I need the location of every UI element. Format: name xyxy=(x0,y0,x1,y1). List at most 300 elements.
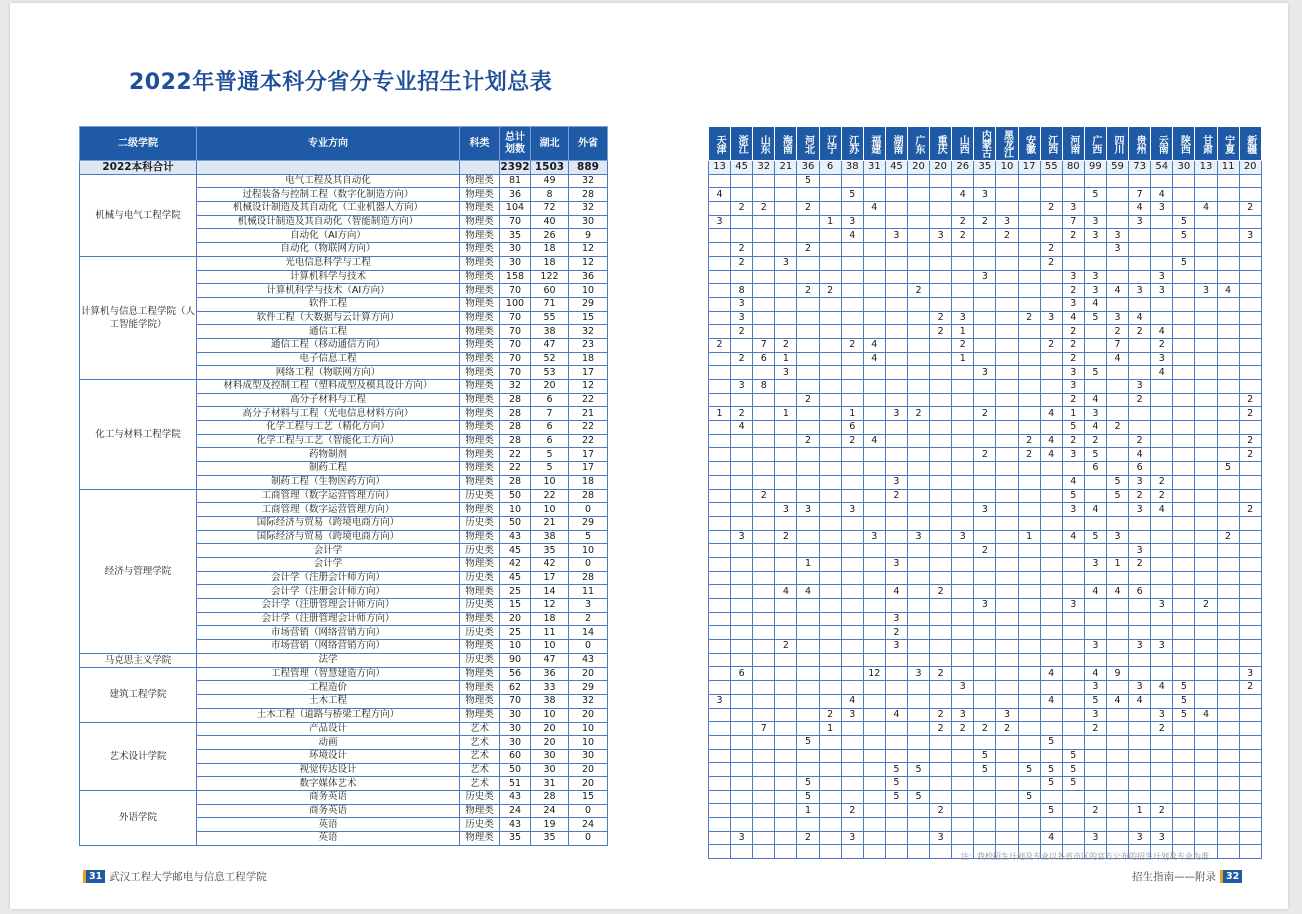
province-cell xyxy=(775,845,797,859)
plan-total: 70 xyxy=(500,695,531,709)
province-cell xyxy=(841,202,863,216)
province-cell xyxy=(1239,845,1261,859)
province-cell xyxy=(863,325,885,339)
province-cell: 5 xyxy=(1040,763,1062,777)
province-cell xyxy=(885,694,907,708)
province-cell xyxy=(1018,366,1040,380)
province-cell: 3 xyxy=(1084,229,1106,243)
table-row xyxy=(709,407,1262,421)
college-name: 艺术设计学院 xyxy=(80,722,197,790)
province-cell xyxy=(996,297,1018,311)
major-name: 市场营销（网络营销方向） xyxy=(197,626,460,640)
total-major-blank xyxy=(197,161,460,175)
province-cell xyxy=(775,475,797,489)
subject-category: 物理类 xyxy=(460,557,500,571)
major-name: 国际经济与贸易（跨境电商方向） xyxy=(197,530,460,544)
province-cell xyxy=(952,174,974,188)
province-cell: 3 xyxy=(952,681,974,695)
table-row xyxy=(709,653,1262,667)
province-cell: 2 xyxy=(1062,434,1084,448)
province-cell xyxy=(863,640,885,654)
province-cell: 7 xyxy=(1129,188,1151,202)
province-cell xyxy=(885,571,907,585)
province-cell: 3 xyxy=(885,229,907,243)
province-cell: 4 xyxy=(1195,202,1217,216)
table-row xyxy=(709,804,1262,818)
province-cell: 3 xyxy=(1151,708,1173,722)
province-cell xyxy=(974,475,996,489)
province-cell xyxy=(1151,763,1173,777)
province-cell xyxy=(1173,421,1195,435)
table-row xyxy=(709,270,1262,284)
province-cell xyxy=(819,749,841,763)
plan-other: 12 xyxy=(569,243,608,257)
province-cell xyxy=(1018,202,1040,216)
province-cell xyxy=(753,845,775,859)
plan-hubei: 18 xyxy=(531,243,569,257)
province-cell xyxy=(1195,188,1217,202)
province-cell xyxy=(1217,749,1239,763)
province-cell xyxy=(1239,366,1261,380)
major-name: 商务英语 xyxy=(197,804,460,818)
province-cell xyxy=(1151,407,1173,421)
province-cell xyxy=(775,229,797,243)
province-cell xyxy=(1217,352,1239,366)
province-cell xyxy=(885,516,907,530)
province-cell xyxy=(952,448,974,462)
province-cell: 3 xyxy=(1084,831,1106,845)
province-cell xyxy=(1239,516,1261,530)
plan-total: 28 xyxy=(500,475,531,489)
province-cell xyxy=(1062,722,1084,736)
plan-total: 30 xyxy=(500,722,531,736)
province-cell xyxy=(753,776,775,790)
province-cell: 7 xyxy=(753,722,775,736)
province-cell xyxy=(1217,215,1239,229)
province-cell xyxy=(819,393,841,407)
province-cell xyxy=(996,749,1018,763)
province-cell xyxy=(1084,544,1106,558)
province-cell xyxy=(930,462,952,476)
province-cell: 3 xyxy=(775,503,797,517)
province-cell xyxy=(1217,776,1239,790)
province-cell: 3 xyxy=(731,831,753,845)
province-cell: 3 xyxy=(731,380,753,394)
province-cell xyxy=(1040,503,1062,517)
province-cell xyxy=(775,489,797,503)
province-cell xyxy=(1173,516,1195,530)
province-cell xyxy=(863,215,885,229)
province-cell xyxy=(863,393,885,407)
province-cell xyxy=(753,215,775,229)
province-cell xyxy=(753,503,775,517)
province-cell xyxy=(1217,393,1239,407)
province-cell xyxy=(1239,297,1261,311)
province-cell xyxy=(1173,776,1195,790)
province-cell xyxy=(841,585,863,599)
province-cell xyxy=(1173,503,1195,517)
province-cell: 3 xyxy=(1062,297,1084,311)
province-cell: 3 xyxy=(1062,366,1084,380)
province-cell xyxy=(797,325,819,339)
province-cell xyxy=(1217,804,1239,818)
province-cell xyxy=(885,845,907,859)
province-cell xyxy=(1106,599,1128,613)
province-cell xyxy=(819,202,841,216)
province-total: 10 xyxy=(996,161,1018,175)
province-cell xyxy=(797,256,819,270)
province-cell xyxy=(819,407,841,421)
major-name: 高分子材料与工程（光电信息材料方向） xyxy=(197,407,460,421)
province-cell: 2 xyxy=(841,338,863,352)
province-cell xyxy=(709,708,731,722)
total-plan: 2392 xyxy=(500,161,530,174)
subject-category: 物理类 xyxy=(460,448,500,462)
province-cell xyxy=(1195,380,1217,394)
province-cell: 3 xyxy=(1106,530,1128,544)
province-cell xyxy=(996,448,1018,462)
province-cell xyxy=(819,174,841,188)
province-cell: 2 xyxy=(996,722,1018,736)
province-cell xyxy=(1217,694,1239,708)
province-cell xyxy=(996,530,1018,544)
province-cell xyxy=(1239,735,1261,749)
table-row xyxy=(709,297,1262,311)
province-cell xyxy=(930,530,952,544)
province-total: 36 xyxy=(797,161,819,175)
province-cell: 3 xyxy=(1062,270,1084,284)
province-cell xyxy=(974,297,996,311)
province-cell xyxy=(1040,284,1062,298)
province-cell xyxy=(731,585,753,599)
plan-hubei: 6 xyxy=(531,434,569,448)
college-name: 经济与管理学院 xyxy=(80,489,197,653)
plan-hubei: 47 xyxy=(531,653,569,667)
province-cell: 4 xyxy=(1084,297,1106,311)
province-cell xyxy=(1084,256,1106,270)
header-province: 云南 xyxy=(1151,127,1173,161)
province-cell: 2 xyxy=(1129,393,1151,407)
province-cell: 2 xyxy=(1040,243,1062,257)
province-cell: 4 xyxy=(863,202,885,216)
plan-hubei: 60 xyxy=(531,284,569,298)
province-cell xyxy=(1151,215,1173,229)
header-province: 四川 xyxy=(1106,127,1128,161)
province-cell xyxy=(1040,749,1062,763)
province-cell xyxy=(863,612,885,626)
province-cell: 5 xyxy=(1173,694,1195,708)
province-cell: 4 xyxy=(1040,448,1062,462)
plan-other: 22 xyxy=(569,421,608,435)
province-cell xyxy=(1018,681,1040,695)
major-name: 网络工程（物联网方向） xyxy=(197,366,460,380)
province-cell xyxy=(819,448,841,462)
province-cell: 4 xyxy=(1151,188,1173,202)
province-cell: 2 xyxy=(1018,311,1040,325)
province-cell xyxy=(797,421,819,435)
province-cell xyxy=(952,667,974,681)
province-cell xyxy=(1084,475,1106,489)
province-cell: 5 xyxy=(841,188,863,202)
plan-total: 42 xyxy=(500,557,531,571)
province-cell: 4 xyxy=(1217,284,1239,298)
province-cell: 3 xyxy=(1084,407,1106,421)
province-cell: 3 xyxy=(1239,667,1261,681)
province-cell xyxy=(907,297,929,311)
province-cell: 5 xyxy=(1018,790,1040,804)
table-row xyxy=(709,325,1262,339)
province-cell xyxy=(1173,380,1195,394)
province-cell xyxy=(885,284,907,298)
table-row xyxy=(709,818,1262,832)
province-cell xyxy=(753,421,775,435)
table-row xyxy=(709,489,1262,503)
table-row xyxy=(709,776,1262,790)
province-cell xyxy=(775,202,797,216)
plan-hubei: 33 xyxy=(531,681,569,695)
province-cell xyxy=(709,640,731,654)
province-cell xyxy=(930,763,952,777)
province-cell xyxy=(1106,434,1128,448)
province-cell xyxy=(797,667,819,681)
province-cell xyxy=(1195,270,1217,284)
province-cell xyxy=(1040,489,1062,503)
province-cell xyxy=(930,256,952,270)
province-cell xyxy=(1018,804,1040,818)
province-cell xyxy=(1151,462,1173,476)
province-cell xyxy=(753,831,775,845)
plan-total: 70 xyxy=(500,338,531,352)
province-cell: 5 xyxy=(1084,366,1106,380)
province-cell: 7 xyxy=(1106,338,1128,352)
province-cell: 5 xyxy=(1084,694,1106,708)
plan-total: 62 xyxy=(500,681,531,695)
province-cell xyxy=(1217,325,1239,339)
province-cell xyxy=(1106,626,1128,640)
province-cell xyxy=(1217,489,1239,503)
province-cell: 4 xyxy=(1151,366,1173,380)
province-total: 32 xyxy=(753,161,775,175)
province-cell: 4 xyxy=(1151,681,1173,695)
province-cell: 5 xyxy=(1084,530,1106,544)
province-cell xyxy=(952,202,974,216)
subject-category: 物理类 xyxy=(460,256,500,270)
province-cell xyxy=(841,681,863,695)
province-cell: 2 xyxy=(753,202,775,216)
province-cell xyxy=(1239,462,1261,476)
province-cell xyxy=(1217,818,1239,832)
header-hubei: 湖北 xyxy=(531,127,569,161)
province-cell xyxy=(775,462,797,476)
province-cell xyxy=(1151,544,1173,558)
province-cell xyxy=(1062,557,1084,571)
province-cell: 4 xyxy=(1062,311,1084,325)
province-cell xyxy=(885,448,907,462)
province-cell xyxy=(907,243,929,257)
province-cell: 1 xyxy=(1106,557,1128,571)
province-cell xyxy=(863,763,885,777)
province-cell xyxy=(907,557,929,571)
province-cell xyxy=(952,831,974,845)
province-cell xyxy=(841,640,863,654)
province-cell xyxy=(1018,599,1040,613)
header-province: 宁夏 xyxy=(1217,127,1239,161)
subject-category: 物理类 xyxy=(460,338,500,352)
province-cell xyxy=(1173,763,1195,777)
province-cell xyxy=(974,585,996,599)
province-cell xyxy=(1195,763,1217,777)
province-cell xyxy=(775,215,797,229)
province-cell xyxy=(1173,626,1195,640)
province-cell: 2 xyxy=(1239,681,1261,695)
province-cell xyxy=(952,585,974,599)
province-cell xyxy=(731,393,753,407)
plan-total: 43 xyxy=(500,530,531,544)
province-cell: 1 xyxy=(797,804,819,818)
province-cell: 3 xyxy=(907,530,929,544)
province-cell xyxy=(974,571,996,585)
plan-other: 17 xyxy=(569,462,608,476)
province-cell xyxy=(1217,448,1239,462)
province-cell xyxy=(974,284,996,298)
province-cell xyxy=(1173,722,1195,736)
province-cell: 4 xyxy=(797,585,819,599)
province-cell xyxy=(709,462,731,476)
province-cell: 1 xyxy=(952,352,974,366)
province-cell xyxy=(819,612,841,626)
province-cell xyxy=(996,653,1018,667)
province-cell: 2 xyxy=(952,722,974,736)
province-cell xyxy=(841,776,863,790)
plan-hubei: 53 xyxy=(531,366,569,380)
province-cell xyxy=(1018,475,1040,489)
province-cell xyxy=(753,256,775,270)
footer-right xyxy=(1132,869,1246,884)
subject-category: 物理类 xyxy=(460,243,500,257)
province-cell: 5 xyxy=(1062,776,1084,790)
province-cell: 4 xyxy=(1151,503,1173,517)
province-cell xyxy=(775,599,797,613)
province-cell xyxy=(952,297,974,311)
province-cell xyxy=(863,243,885,257)
subject-category: 物理类 xyxy=(460,215,500,229)
subject-category: 物理类 xyxy=(460,352,500,366)
province-cell xyxy=(819,380,841,394)
province-cell: 9 xyxy=(1106,667,1128,681)
subject-category: 物理类 xyxy=(460,832,500,846)
province-cell xyxy=(731,215,753,229)
major-name: 会计学（注册会计师方向） xyxy=(197,571,460,585)
province-cell: 4 xyxy=(1040,694,1062,708)
province-cell xyxy=(907,489,929,503)
table-row xyxy=(80,256,608,270)
province-cell xyxy=(952,516,974,530)
province-total: 26 xyxy=(952,161,974,175)
province-cell: 2 xyxy=(885,489,907,503)
province-cell xyxy=(863,475,885,489)
province-cell xyxy=(1195,489,1217,503)
province-cell xyxy=(1151,434,1173,448)
province-cell xyxy=(1239,653,1261,667)
province-cell xyxy=(974,681,996,695)
province-cell xyxy=(1195,831,1217,845)
province-cell xyxy=(1062,708,1084,722)
province-cell: 2 xyxy=(797,284,819,298)
province-cell xyxy=(1195,667,1217,681)
province-cell xyxy=(841,297,863,311)
province-cell: 4 xyxy=(1040,831,1062,845)
province-cell xyxy=(930,694,952,708)
table-row xyxy=(709,626,1262,640)
province-cell xyxy=(1106,571,1128,585)
province-cell xyxy=(907,256,929,270)
province-cell xyxy=(1173,544,1195,558)
province-cell xyxy=(1173,831,1195,845)
province-cell xyxy=(753,599,775,613)
province-cell: 2 xyxy=(731,407,753,421)
province-cell xyxy=(841,722,863,736)
province-cell xyxy=(1151,612,1173,626)
province-cell: 8 xyxy=(731,284,753,298)
province-cell: 3 xyxy=(1151,599,1173,613)
province-cell: 2 xyxy=(1062,325,1084,339)
table-row xyxy=(709,243,1262,257)
province-cell: 4 xyxy=(1084,421,1106,435)
province-cell: 8 xyxy=(753,380,775,394)
province-cell xyxy=(731,708,753,722)
province-cell xyxy=(1018,421,1040,435)
province-cell xyxy=(1040,188,1062,202)
province-cell xyxy=(731,174,753,188)
province-cell xyxy=(841,366,863,380)
province-cell xyxy=(753,448,775,462)
province-cell: 4 xyxy=(1062,475,1084,489)
province-cell xyxy=(709,489,731,503)
province-cell xyxy=(930,489,952,503)
province-cell xyxy=(863,297,885,311)
province-cell xyxy=(863,503,885,517)
province-cell xyxy=(974,735,996,749)
province-cell xyxy=(709,270,731,284)
province-cell xyxy=(841,284,863,298)
province-cell xyxy=(1106,188,1128,202)
province-cell: 2 xyxy=(1018,448,1040,462)
province-cell: 3 xyxy=(952,311,974,325)
province-cell xyxy=(1040,297,1062,311)
province-cell xyxy=(819,421,841,435)
province-cell xyxy=(952,571,974,585)
province-cell xyxy=(1195,640,1217,654)
province-cell xyxy=(1195,557,1217,571)
province-cell xyxy=(952,284,974,298)
province-cell xyxy=(1129,407,1151,421)
province-cell: 2 xyxy=(930,722,952,736)
province-cell xyxy=(907,612,929,626)
province-cell: 2 xyxy=(952,338,974,352)
province-cell xyxy=(775,681,797,695)
province-cell xyxy=(753,516,775,530)
subject-category: 物理类 xyxy=(460,270,500,284)
province-cell xyxy=(709,831,731,845)
province-cell xyxy=(775,284,797,298)
province-cell xyxy=(952,366,974,380)
table-row xyxy=(709,380,1262,394)
major-name: 数字媒体艺术 xyxy=(197,777,460,791)
province-cell xyxy=(1106,722,1128,736)
province-cell xyxy=(1195,229,1217,243)
province-cell xyxy=(1018,571,1040,585)
province-cell xyxy=(819,763,841,777)
